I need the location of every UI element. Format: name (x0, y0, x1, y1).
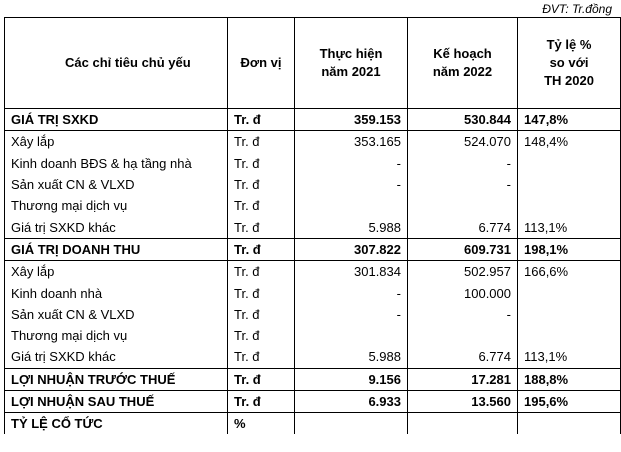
row-ratio (518, 174, 621, 195)
row-plan: 524.070 (408, 131, 518, 153)
row-plan (408, 195, 518, 216)
header-plan-2022 (408, 18, 518, 109)
row-ratio (518, 195, 621, 216)
row-ratio (518, 153, 621, 174)
row-plan: - (408, 174, 518, 195)
row-ratio: 198,1% (518, 238, 621, 260)
row-actual: 307.822 (295, 238, 408, 260)
row-unit: Tr. đ (228, 346, 295, 368)
row-ratio: 148,4% (518, 131, 621, 153)
row-unit: Tr. đ (228, 109, 295, 131)
row-actual (295, 325, 408, 346)
table-row (5, 261, 621, 283)
header-plan-line-1: Kế hoạch (433, 46, 492, 61)
row-indicator: Thương mại dịch vụ (5, 195, 228, 216)
row-plan (408, 325, 518, 346)
row-unit: Tr. đ (228, 216, 295, 238)
row-ratio: 113,1% (518, 216, 621, 238)
row-ratio: 166,6% (518, 261, 621, 283)
row-unit: Tr. đ (228, 261, 295, 283)
row-unit: Tr. đ (228, 282, 295, 303)
row-actual (295, 413, 408, 435)
row-plan: 502.957 (408, 261, 518, 283)
row-unit: Tr. đ (228, 390, 295, 412)
row-ratio: 195,6% (518, 390, 621, 412)
row-ratio (518, 304, 621, 325)
table-row (5, 325, 621, 346)
row-unit: Tr. đ (228, 325, 295, 346)
row-unit: % (228, 413, 295, 435)
row-ratio (518, 282, 621, 303)
row-actual: 6.933 (295, 390, 408, 412)
row-indicator: Giá trị SXKD khác (5, 216, 228, 238)
row-actual: 5.988 (295, 216, 408, 238)
table-row (5, 195, 621, 216)
table-row (5, 153, 621, 174)
row-plan: 100.000 (408, 282, 518, 303)
row-unit: Tr. đ (228, 153, 295, 174)
row-indicator: TỶ LỆ CỔ TỨC (5, 413, 228, 435)
row-ratio: 147,8% (518, 109, 621, 131)
table-row (5, 238, 621, 260)
table-row (5, 368, 621, 390)
row-actual: - (295, 153, 408, 174)
table-row (5, 304, 621, 325)
row-unit: Tr. đ (228, 238, 295, 260)
row-unit: Tr. đ (228, 195, 295, 216)
header-ratio-line-1: Tỷ lệ % (546, 37, 592, 52)
table-row (5, 346, 621, 368)
table-row (5, 413, 621, 435)
header-plan-line-2: năm 2022 (432, 64, 493, 79)
row-plan: 6.774 (408, 216, 518, 238)
header-actual-2021 (295, 18, 408, 109)
row-indicator: GIÁ TRỊ SXKD (5, 109, 228, 131)
row-unit: Tr. đ (228, 131, 295, 153)
financial-indicators-table (4, 17, 621, 434)
row-plan: 530.844 (408, 109, 518, 131)
row-indicator: LỢI NHUẬN TRƯỚC THUẾ (5, 368, 228, 390)
header-actual-line-2: năm 2021 (321, 64, 381, 79)
row-actual: 301.834 (295, 261, 408, 283)
row-plan: - (408, 153, 518, 174)
row-plan: - (408, 304, 518, 325)
header-indicator: Các chỉ tiêu chủ yếu (5, 18, 228, 109)
row-unit: Tr. đ (228, 174, 295, 195)
row-actual: - (295, 304, 408, 325)
row-actual: 359.153 (295, 109, 408, 131)
row-plan: 17.281 (408, 368, 518, 390)
row-unit: Tr. đ (228, 304, 295, 325)
header-actual-line-1: Thực hiện (319, 46, 383, 61)
row-plan: 13.560 (408, 390, 518, 412)
header-ratio (518, 18, 621, 109)
row-indicator: Kinh doanh BĐS & hạ tầng nhà (5, 153, 228, 174)
table-header-row (5, 18, 621, 109)
row-indicator: Sản xuất CN & VLXD (5, 304, 228, 325)
row-ratio: 188,8% (518, 368, 621, 390)
table-row (5, 174, 621, 195)
row-indicator: Thương mại dịch vụ (5, 325, 228, 346)
table-row (5, 131, 621, 153)
row-ratio (518, 325, 621, 346)
row-plan: 6.774 (408, 346, 518, 368)
header-ratio-line-2: so với (549, 55, 589, 70)
row-indicator: Giá trị SXKD khác (5, 346, 228, 368)
row-indicator: Xây lắp (5, 131, 228, 153)
row-unit: Tr. đ (228, 368, 295, 390)
row-actual: 9.156 (295, 368, 408, 390)
table-row (5, 390, 621, 412)
header-ratio-line-3: TH 2020 (544, 73, 594, 88)
row-ratio: 113,1% (518, 346, 621, 368)
row-plan (408, 413, 518, 435)
row-indicator: Kinh doanh nhà (5, 282, 228, 303)
table-row (5, 216, 621, 238)
row-actual: - (295, 174, 408, 195)
row-indicator: Xây lắp (5, 261, 228, 283)
row-plan: 609.731 (408, 238, 518, 260)
unit-note: ĐVT: Tr.đồng (542, 2, 612, 16)
row-indicator: LỢI NHUẬN SAU THUẾ (5, 390, 228, 412)
table-row (5, 282, 621, 303)
row-actual: - (295, 282, 408, 303)
row-actual: 5.988 (295, 346, 408, 368)
row-indicator: Sản xuất CN & VLXD (5, 174, 228, 195)
row-actual: 353.165 (295, 131, 408, 153)
row-actual (295, 195, 408, 216)
table-row (5, 109, 621, 131)
header-unit: Đơn vị (228, 18, 295, 109)
row-ratio (518, 413, 621, 435)
row-indicator: GIÁ TRỊ DOANH THU (5, 238, 228, 260)
